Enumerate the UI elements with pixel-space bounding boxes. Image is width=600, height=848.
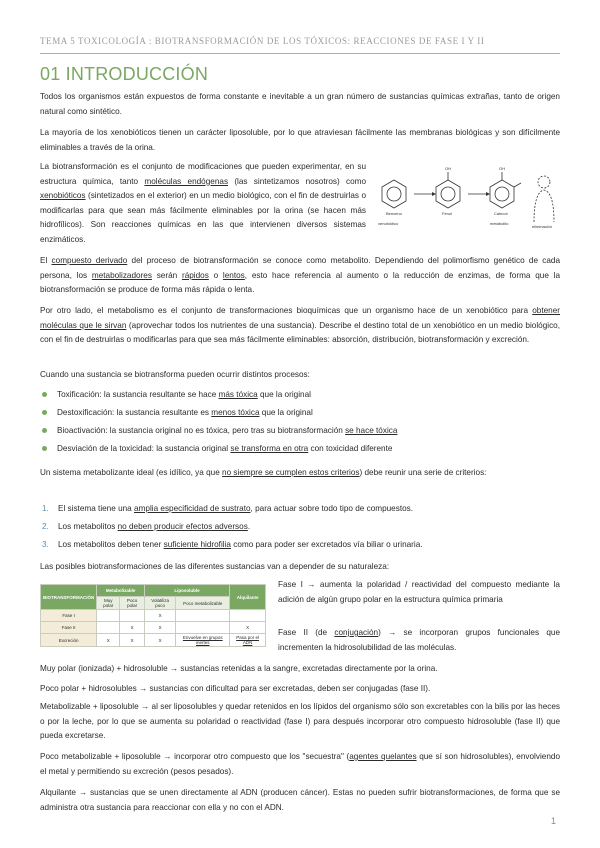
metabolite-caption: metabolito [490,221,509,226]
text: que la original [257,390,311,399]
underlined-term: agentes quelantes [349,752,417,761]
text: o [208,270,223,280]
paragraph-5 [40,304,560,348]
benzene-figure-svg [372,162,562,232]
numbered-item [42,538,542,552]
page-header: TEMA 5 TOXICOLOGÍA : BIOTRANSFORMACIÓN DE LOS TÓXICOS: REACCIONES DE FASE I Y II [40,36,485,46]
arrowhead-1 [432,192,436,196]
paragraph-4 [40,254,560,298]
table-header-main: BIOTRANSFORMACIÓN [41,585,97,610]
table-cell: X [144,622,175,634]
phase-2-note [278,626,560,655]
text: que sí son hidrosolubles), envolviendo el metal y permitiendo su excreción (pesos pesados). [40,752,560,776]
table-cell: X [120,622,145,634]
paragraph-1: Todos los organismos están expuestos de forma constante e inevitable a un gran número de sustancias químicas extrañas, tanto de origen natural como sintético. [40,92,560,116]
text: El [40,256,52,265]
phase-1-note: Fase I → aumenta la polaridad / reactividad del compuesto mediante la adición de algún grupo polar en la estructura química primaria [278,580,560,604]
text: Los metabolitos deben tener [58,540,164,549]
table-cell [97,610,120,622]
human-body-icon [534,190,554,222]
table-subheader: Muy polar [97,597,120,610]
paragraph-6: Cuando una sustancia se biotransforma pueden ocurrir distintos procesos: [40,370,310,379]
underlined-term: xenobióticos [40,191,86,200]
catechol-bond-2 [514,183,521,187]
item-number: 1. [42,504,49,513]
text: Un sistema metabolizante ideal (es idílico, ya que [40,468,223,477]
catechol-oh-label: OH [499,166,505,171]
text: con toxicidad diferente [308,444,393,453]
text: (las sintetizamos nosotros) como [228,176,366,186]
text: Destoxificación: la sustancia resultante es [57,408,212,417]
phenol-oh-label: OH [445,166,451,171]
phenol-label: Fenol [442,211,453,216]
underlined-term: conjugación [334,628,379,637]
underlined-term: no siempre se cumplen estos criterios [222,468,360,477]
table-cell: Pasa por el ADN [230,634,266,647]
text: Los metabolitos [58,522,118,531]
table-header-liposoluble: Liposoluble [144,585,229,597]
text: . [247,522,251,531]
bullet-dot [42,410,47,415]
text: Fase II (de [278,628,335,637]
text: Poco metabolizable + liposoluble → incorporar otro compuesto que los "secuestra" ( [40,752,350,761]
text: Desviación de la toxicidad: la sustancia original [57,444,231,453]
table-row [41,634,266,647]
underlined-term: no deben producir efectos adversos [117,522,248,531]
text: , esto hace referencia al aumento o la reducción de enzimas, de forma que la biotransformación se produce de forma más rápida o lenta. [40,270,561,294]
paragraph-12 [40,750,560,779]
item-number: 3. [42,540,49,549]
underlined-term: moléculas endógenas [144,176,229,186]
benzene-label: Benceno [386,211,402,216]
underlined-term: se hace tóxica [345,426,398,435]
list-item [42,424,542,438]
table-cell [176,622,230,634]
page-number: 1 [550,816,556,826]
row-label: Fase II [41,622,97,634]
underlined-term: metabolizadores [91,270,152,280]
item-number: 2. [42,522,49,531]
phenol-aromatic-circle [441,187,455,201]
bullet-dot [42,446,47,451]
biotransformation-table [40,584,266,647]
text: Por otro lado, el metabolismo es el conjunto de transformaciones bioquímicas que un organismo hace de un xenobiótico para [40,306,533,315]
underlined-term: amplia especificidad de sustrato [134,504,251,513]
numbered-item [42,520,542,534]
table-subheader: Poco metabolizable [176,597,230,610]
table-cell: X [144,634,175,647]
underlined-term: suficiente hidrofilia [163,540,231,549]
table-cell [97,622,120,634]
text: del proceso de biotransformación se conoce como metabolito. Dependiendo del polimorfismo genético de cada persona, los [40,256,561,280]
paragraph-8: Las posibles biotransformaciones de las diferentes sustancias van a depender de su naturaleza: [40,562,390,571]
text: como para poder ser excretados vía biliar o urinaria. [230,540,423,549]
table-cell: X [97,634,120,647]
text: ) → se incorporan grupos funcionales que incrementen la hidrosolubilidad de las moléculas. [278,628,560,652]
paragraph-7 [40,466,560,481]
table-cell: X [144,610,175,622]
table-cell: X [230,622,266,634]
text: El sistema tiene una [58,504,135,513]
underlined-term: menos tóxica [211,408,260,417]
text: (sintetizados en el exterior) en un medio biológico, con el fin de destruirlas o modificarlas para que sean más fácilmente eliminables por la orina (se hacen más hidrofílicos). Son reacciones químicas en las que intervienen diversos sistemas enzimáticos. [40,191,366,244]
table-row [41,622,266,634]
table-cell [230,610,266,622]
table-cell [176,610,230,622]
underlined-term: lentos [222,270,245,280]
paragraph-9: Muy polar (ionizada) + hidrosoluble → sustancias retenidas a la sangre, excretadas directamente por la orina. [40,664,438,673]
text: ) debe reunir una serie de criterios: [359,468,487,477]
catechol-aromatic-circle [495,187,509,201]
arrowhead-2 [486,192,490,196]
numbered-item [42,502,542,516]
text: Bioactivación: la sustancia original no es tóxica, pero tras su biotransformación [57,426,346,435]
text: (aprovechar todos los nutrientes de una sustancia). Describe el destino total de un xenobiótico en un medio biológico, con el fin de destruirlas o modificarlas para que sea más fácilmente eliminables: absorción, distribución, biotransformación y excreción. [40,320,560,344]
xenobiotic-caption: xenobiótico [378,221,399,226]
elimination-caption: eliminación [532,224,553,229]
underlined-term: obtener moléculas que le sirvan [40,306,560,330]
paragraph-2: La mayoría de los xenobióticos tienen un carácter liposoluble, por lo que atraviesan fácilmente las membranas biológicas y son difícilmente eliminables a través de la orina. [40,128,560,152]
text: que la original [259,408,313,417]
section-heading: 01 INTRODUCCIÓN [40,64,209,84]
biotransformation-figure [372,162,562,232]
text: serán [151,270,182,280]
phenol-ring [436,180,460,208]
table-subheader: Volatiliza poco [144,597,175,610]
table-header-metabolizable: Metabolizable [97,585,145,597]
underlined-term: compuesto derivado [51,256,128,265]
underlined-term: rápidos [181,270,209,280]
table-cell: Envuelve en grupos inertes [176,634,230,647]
paragraph-10: Poco polar + hidrosolubles → sustancias con dificultad para ser excretadas, deben ser conjugadas (fase II). [40,684,431,693]
human-head-icon [538,176,550,188]
underlined-term: se transforma en otra [230,444,309,453]
row-label: Excreción [41,634,97,647]
paragraph-3 [40,160,366,247]
table-cell [120,610,145,622]
paragraph-11: Metabolizable + liposoluble → al ser liposolubles y quedar retenidos en los lípidos del organismo sólo son excretables con la bilis por las heces o por la leche, por lo que se aumenta su polaridad o reactividad (fase I) para después incorporar otro compuesto hidrosoluble (fase II) que pueda excretarse. [40,702,560,740]
text: Toxificación: la sustancia resultante se hace [57,390,219,399]
paragraph-13: Alquilante → sustancias que se unen directamente al ADN (producen cáncer). Estas no pueden sufrir biotransformaciones, de forma que se administra otra sustancia para reaccionar con ella y no con el ADN. [40,788,560,812]
text: , para actuar sobre todo tipo de compuestos. [250,504,414,513]
list-item [42,388,542,402]
bullet-dot [42,392,47,397]
header-rule [40,53,560,54]
list-item [42,406,542,420]
benzene-aromatic-circle [387,187,401,201]
row-label: Fase I [41,610,97,622]
table-subheader: Poco polar [120,597,145,610]
catechol-ring [490,180,514,208]
text: La biotransformación es el conjunto de modificaciones que pueden experimentar, en su estructura química, tanto [40,162,366,186]
table-header-alkylating: Alquilante [230,585,266,610]
list-item [42,442,542,456]
bullet-dot [42,428,47,433]
table-cell: X [120,634,145,647]
table-row [41,610,266,622]
benzene-ring [382,180,406,208]
catechol-label: Catecol [494,211,508,216]
underlined-term: más tóxica [218,390,258,399]
